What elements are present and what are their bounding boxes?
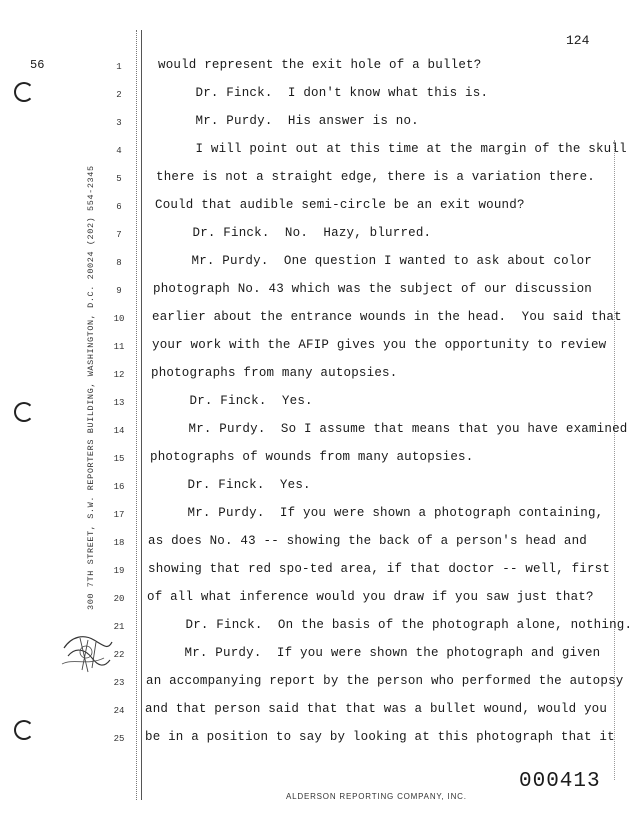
transcript-line: Mr. Purdy. His answer is no. <box>157 114 419 128</box>
transcript-line: showing that red spo-ted area, if that doctor -- well, first <box>148 562 611 576</box>
transcript-line: Mr. Purdy. So I assume that means that you have examined <box>150 422 628 436</box>
margin-rule <box>141 30 142 800</box>
line-number: 24 <box>113 706 125 716</box>
transcript-line: Mr. Purdy. If you were shown a photograph containing, <box>149 506 604 520</box>
outer-page-number: 56 <box>30 58 45 72</box>
bates-number: 000413 <box>519 770 601 793</box>
transcript-line: Dr. Finck. No. Hazy, blurred. <box>154 226 432 240</box>
line-number: 23 <box>113 678 125 688</box>
line-number: 14 <box>113 426 125 436</box>
transcript-line: there is not a straight edge, there is a variation there. <box>156 170 595 184</box>
transcript-line: would represent the exit hole of a bullet? <box>158 58 482 72</box>
line-number: 21 <box>113 622 125 632</box>
line-number: 10 <box>113 314 125 324</box>
transcript-line: be in a position to say by looking at this photograph that it <box>145 730 615 744</box>
transcript-line: I will point out at this time at the margin of the skull <box>157 142 627 156</box>
transcript-line: photographs of wounds from many autopsies. <box>150 450 474 464</box>
line-number: 2 <box>116 90 122 100</box>
line-number: 1 <box>116 62 122 72</box>
line-number: 17 <box>113 510 125 520</box>
line-number: 15 <box>113 454 125 464</box>
line-number: 13 <box>113 398 125 408</box>
transcript-line: photograph No. 43 which was the subject of our discussion <box>153 282 592 296</box>
line-number: 3 <box>116 118 122 128</box>
line-number: 11 <box>113 342 125 352</box>
transcript-line: photographs from many autopsies. <box>151 366 398 380</box>
line-number: 25 <box>113 734 125 744</box>
line-number: 7 <box>116 230 122 240</box>
transcript-line: Mr. Purdy. One question I wanted to ask about color <box>153 254 592 268</box>
transcript-line: Dr. Finck. Yes. <box>149 478 311 492</box>
page-number: 124 <box>566 33 590 48</box>
transcript-line: an accompanying report by the person who performed the autopsy <box>146 674 624 688</box>
transcript-line: Mr. Purdy. If you were shown the photograph and given <box>146 646 601 660</box>
line-number: 20 <box>113 594 125 604</box>
line-number: 18 <box>113 538 125 548</box>
line-number: 5 <box>116 174 122 184</box>
line-number: 8 <box>116 258 122 268</box>
margin-rule-dotted <box>136 30 137 800</box>
transcript-line: Dr. Finck. Yes. <box>151 394 313 408</box>
punch-hole <box>14 82 34 102</box>
transcript-line: Dr. Finck. I don't know what this is. <box>157 86 489 100</box>
line-number: 12 <box>113 370 125 380</box>
punch-hole <box>14 402 34 422</box>
line-number: 19 <box>113 566 125 576</box>
line-number: 4 <box>116 146 122 156</box>
transcript-line: your work with the AFIP gives you the opportunity to review <box>152 338 607 352</box>
line-number: 9 <box>116 286 122 296</box>
line-number: 22 <box>113 650 125 660</box>
transcript-line: earlier about the entrance wounds in the head. You said that <box>152 310 622 324</box>
line-number: 16 <box>113 482 125 492</box>
line-number: 6 <box>116 202 122 212</box>
stamp-scribble-icon <box>58 628 116 676</box>
transcript-line: as does No. 43 -- showing the back of a person's head and <box>148 534 587 548</box>
transcript-line: Dr. Finck. On the basis of the photograph alone, nothing. <box>147 618 633 632</box>
reporter-address: 300 7TH STREET, S.W. REPORTERS BUILDING, WASHINGTON, D.C. 20024 (202) 554-2345 <box>86 165 96 610</box>
footer-company: ALDERSON REPORTING COMPANY, INC. <box>286 792 467 801</box>
transcript-line: Could that audible semi-circle be an exit wound? <box>155 198 525 212</box>
punch-hole <box>14 720 34 740</box>
transcript-line: and that person said that that was a bullet wound, would you <box>145 702 608 716</box>
transcript-line: of all what inference would you draw if you saw just that? <box>147 590 594 604</box>
